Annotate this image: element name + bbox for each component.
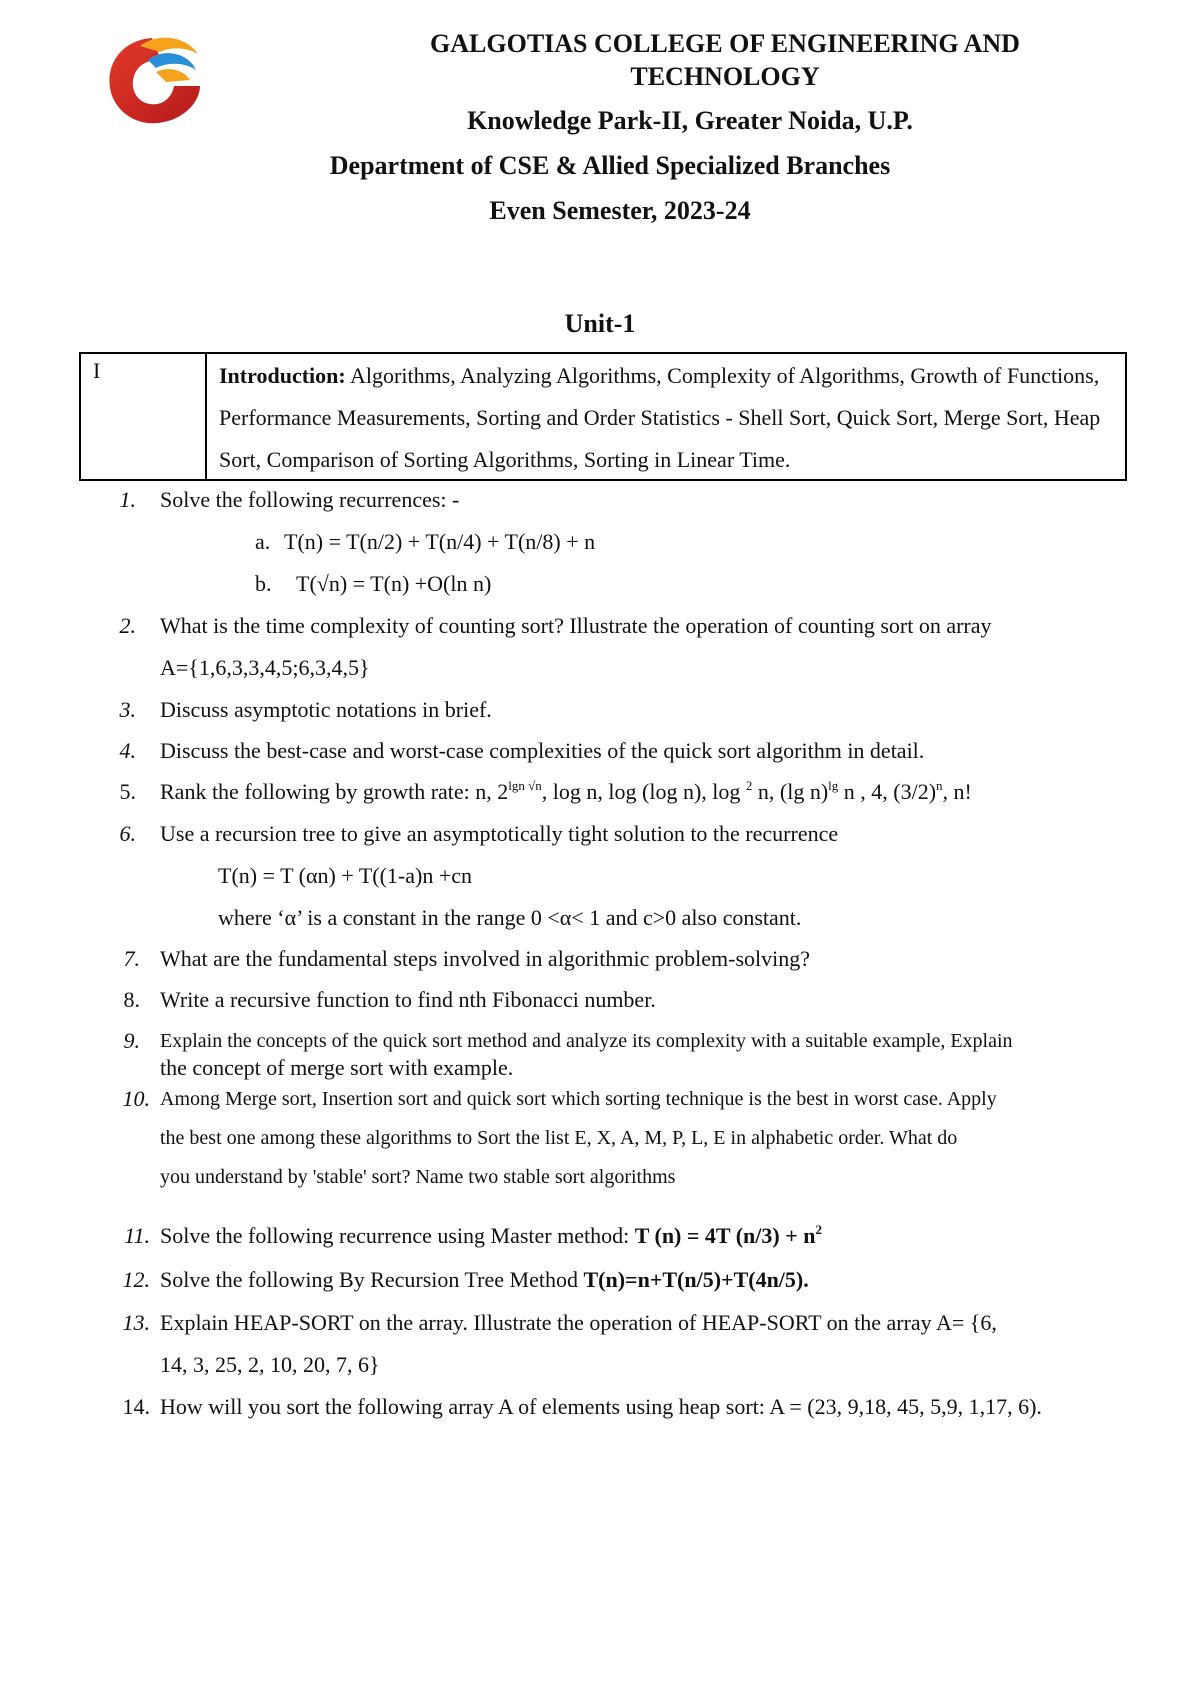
question-number: 13.: [122, 1310, 150, 1335]
q5-sup: 2: [745, 778, 753, 793]
question-number: 10.: [122, 1086, 150, 1111]
question-number: 4.: [119, 738, 136, 763]
question-number: 8.: [123, 987, 140, 1012]
q5-sup: lg: [828, 778, 839, 793]
question-12-text: [160, 1266, 809, 1294]
question-number: 1.: [119, 487, 136, 512]
q5-part: n, (lg n): [752, 779, 829, 804]
question-9-line2: the concept of merge sort with example.: [160, 1055, 514, 1080]
q5-part: , n!: [942, 779, 972, 804]
question-1-text: Solve the following recurrences: -: [160, 487, 460, 512]
question-1a-label: a.: [255, 529, 271, 554]
q11-prompt: Solve the following recurrence using Master method:: [160, 1223, 635, 1248]
q5-part: Rank the following by growth rate: n, 2: [160, 779, 509, 804]
college-name: GALGOTIAS COLLEGE OF ENGINEERING AND TECHNOLOGY: [430, 29, 1020, 91]
semester-label: Even Semester, 2023-24: [489, 196, 751, 225]
question-6-text: Use a recursion tree to give an asymptotically tight solution to the recurrence: [160, 821, 839, 846]
q5-sup: lgn √n: [508, 778, 542, 793]
question-8-text: Write a recursive function to find nth Fibonacci number.: [160, 987, 656, 1012]
q11-sup: 2: [815, 1222, 822, 1237]
question-number: 7.: [123, 946, 140, 971]
question-number: 11.: [124, 1223, 150, 1248]
question-2-line2: A={1,6,3,3,4,5;6,3,4,5}: [160, 655, 370, 680]
question-number: 5.: [119, 779, 136, 804]
question-3-text: Discuss asymptotic notations in brief.: [160, 697, 492, 722]
question-14-text: How will you sort the following array A of elements using heap sort: A = (23, 9,18, 45, 5,9, 1,17, 6).: [160, 1394, 1042, 1419]
syllabus-text: Algorithms, Analyzing Algorithms, Complexity of Algorithms, Growth of Functions, Performance Measurements, Sorting and Order Statistics - Shell Sort, Quick Sort, Merge Sort, Heap Sort, Comparison of Sorting Algorithms, Sorting in Linear Time.: [219, 363, 1101, 472]
question-10-line2: the best one among these algorithms to Sort the list E, X, A, M, P, L, E in alphabetic order. What do: [160, 1127, 958, 1149]
question-2-line1: What is the time complexity of counting sort? Illustrate the operation of counting sort on array: [160, 613, 992, 638]
syllabus-heading: Introduction:: [219, 363, 346, 388]
question-number: 12.: [122, 1267, 150, 1292]
question-number: 3.: [119, 697, 136, 722]
question-number: 6.: [119, 821, 136, 846]
unit-title: Unit-1: [564, 309, 636, 338]
question-11-text: [160, 1222, 822, 1250]
q5-part: , log n, log (log n), log: [541, 779, 746, 804]
question-6-equation: T(n) = T (αn) + T((1-a)n +cn: [218, 863, 473, 888]
q5-sup: n: [936, 778, 943, 793]
question-1a-text: T(n) = T(n/2) + T(n/4) + T(n/8) + n: [284, 529, 596, 554]
question-number: 2.: [119, 613, 136, 638]
question-10-line1: Among Merge sort, Insertion sort and quick sort which sorting technique is the best in worst case. Apply: [160, 1088, 997, 1110]
college-logo: [100, 30, 210, 130]
question-number: 14.: [122, 1394, 150, 1419]
syllabus-table: [79, 352, 1127, 481]
question-13-line2: 14, 3, 25, 2, 10, 20, 7, 6}: [160, 1352, 380, 1377]
college-address: Knowledge Park-II, Greater Noida, U.P.: [467, 106, 913, 135]
question-7-text: What are the fundamental steps involved in algorithmic problem-solving?: [160, 946, 811, 971]
question-number: 9.: [123, 1028, 140, 1053]
question-5-text: [160, 778, 972, 806]
q12-prompt: Solve the following By Recursion Tree Method: [160, 1267, 584, 1292]
department-name: Department of CSE & Allied Specialized Branches: [329, 151, 891, 180]
question-10-line3: you understand by 'stable' sort? Name two stable sort algorithms: [160, 1166, 676, 1188]
q5-part: n , 4, (3/2): [838, 779, 937, 804]
question-6-where: where ‘α’ is a constant in the range 0 <α< 1 and c>0 also constant.: [218, 905, 802, 930]
syllabus-unit-number: I: [81, 354, 207, 479]
question-13-line1: Explain HEAP-SORT on the array. Illustrate the operation of HEAP-SORT on the array A= {6,: [160, 1310, 997, 1335]
question-9-line1: Explain the concepts of the quick sort method and analyze its complexity with a suitable example, Explain: [160, 1030, 1013, 1052]
question-1b-label: b.: [255, 571, 272, 596]
q12-equation: T(n)=n+T(n/5)+T(4n/5).: [583, 1267, 809, 1292]
syllabus-content: [207, 354, 1125, 479]
question-4-text: Discuss the best-case and worst-case complexities of the quick sort algorithm in detail.: [160, 738, 925, 763]
q11-equation: T (n) = 4T (n/3) + n: [634, 1223, 816, 1248]
question-1b-text: T(√n) = T(n) +O(ln n): [296, 571, 492, 596]
